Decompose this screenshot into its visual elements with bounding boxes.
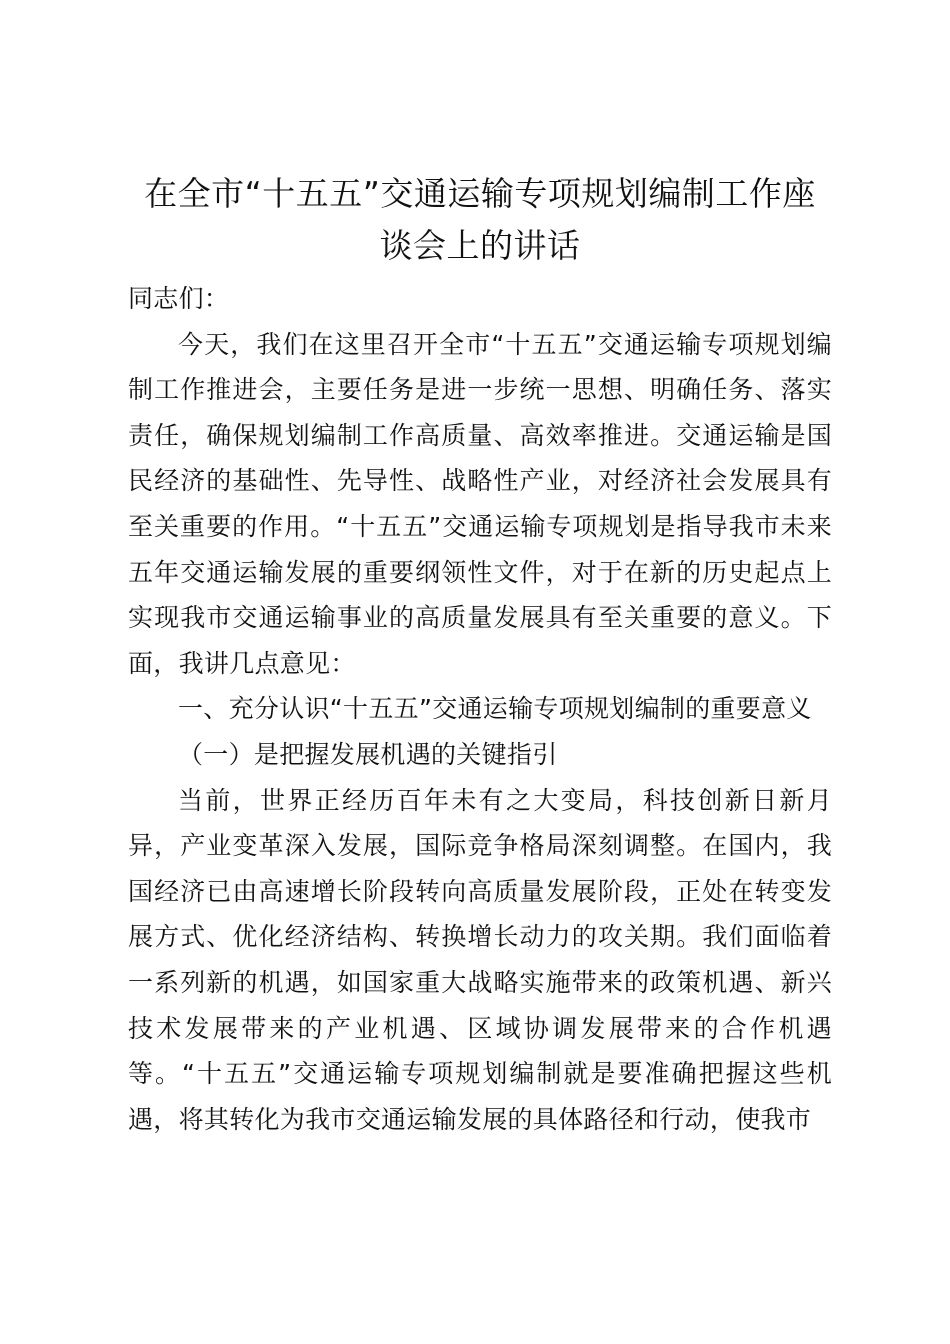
paragraph-intro: 今天，我们在这里召开全市“十五五”交通运输专项规划编制工作推进会，主要任务是进一步统一思想、明确任务、落实责任，确保规划编制工作高质量、高效率推进。交通运输是国民经济的基础性、先导性、战略性产业，对经济社会发展具有至关重要的作用。“十五五”交通运输专项规划是指导我市未来五年交通运输发展的重要纲领性文件，对于在新的历史起点上实现我市交通运输事业的高质量发展具有至关重要的意义。下面，我讲几点意见： [128,329,832,678]
document-title: 在全市“十五五”交通运输专项规划编制工作座谈会上的讲话 [144,174,816,265]
salutation: 同志们： [128,284,230,313]
subsection-heading-1: （一）是把握发展机遇的关键指引 [178,739,558,769]
document-body [128,168,832,1142]
paragraph-body-1: 当前，世界正经历百年未有之大变局，科技创新日新月异，产业变革深入发展，国际竞争格局深刻调整。在国内，我国经济已由高速增长阶段转向高质量发展阶段，正处在转变发展方式、优化经济结构、转换增长动力的攻关期。我们面临着一系列新的机遇，如国家重大战略实施带来的政策机遇、新兴技术发展带来的产业机遇、区域协调发展带来的合作机遇等。“十五五”交通运输专项规划编制就是要准确把握这些机遇，将其转化为我市交通运输发展的具体路径和行动，使我市 [128,785,832,1134]
section-heading-1: 一、充分认识“十五五”交通运输专项规划编制的重要意义 [178,694,812,724]
